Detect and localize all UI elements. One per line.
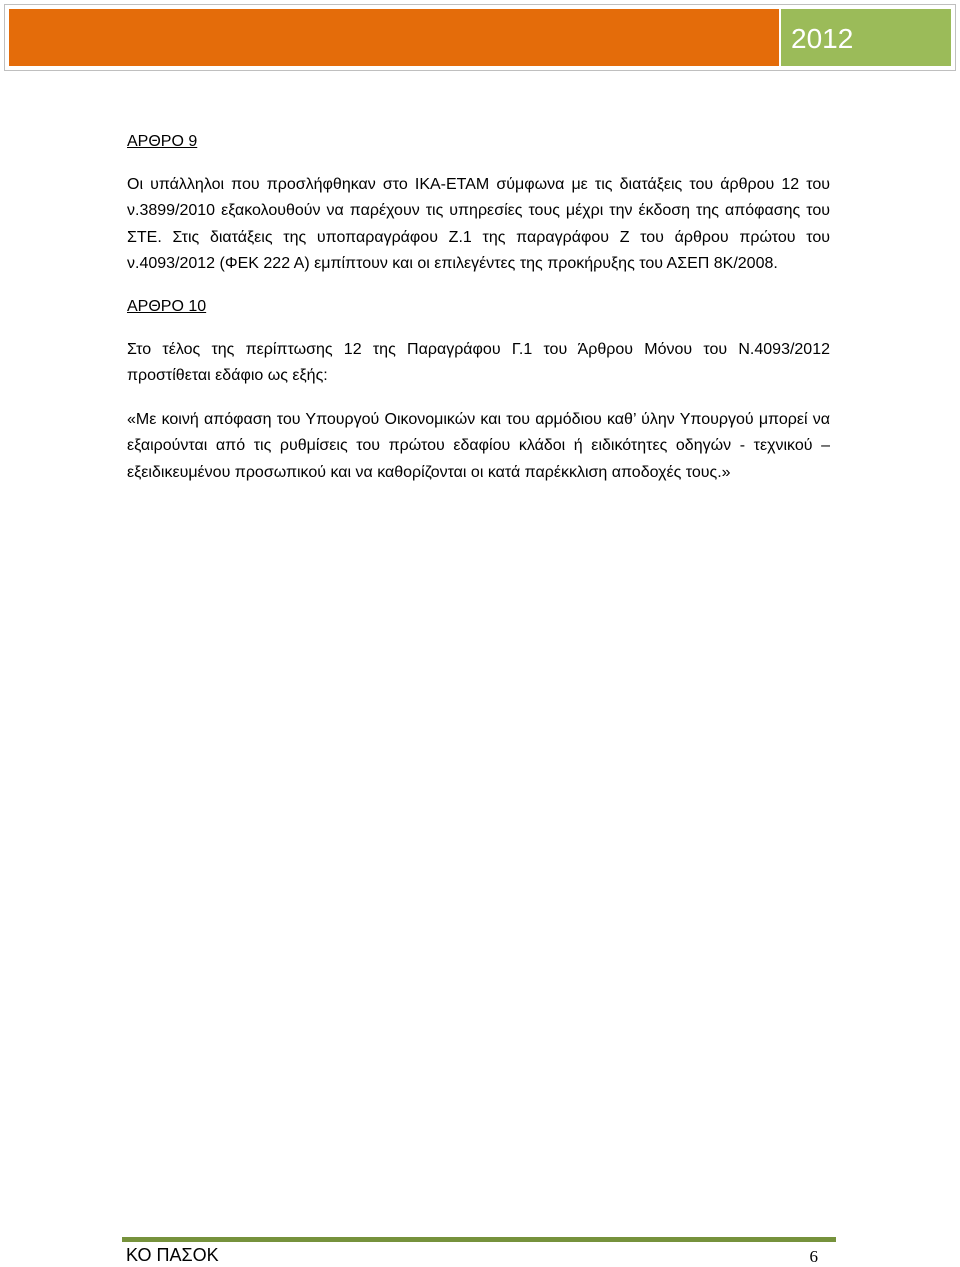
page-header [4, 4, 956, 71]
article-10-paragraph-2: «Με κοινή απόφαση του Υπουργού Οικονομικών και του αρμόδιου καθ’ ύλην Υπουργού μπορεί να εξαιρούνται από τις ρυθμίσεις του πρώτου εδαφίου κλάδοι ή ειδικότητες οδηγών - τεχνικού – εξειδικευμένου προσωπικού και να καθορίζονται οι κατά παρέκκλιση αποδοχές τους.» [127, 410, 830, 481]
document-body [127, 129, 830, 487]
header-orange-bar [9, 9, 779, 66]
article-9-paragraph: Οι υπάλληλοι που προσλήφθηκαν στο ΙΚΑ-ΕΤΑΜ σύμφωνα με τις διατάξεις του άρθρου 12 του ν.3899/2010 εξακολουθούν να παρέχουν τις υπηρεσίες τους μέχρι την έκδοση της απόφασης του ΣΤΕ. Στις διατάξεις της υποπαραγράφου Ζ.1 της παραγράφου Ζ του άρθρου πρώτου του ν.4093/2012 (ΦΕΚ 222 Α) εμπίπτουν και οι επιλεγέντες της προκήρυξης του ΑΣΕΠ 8Κ/2008. [127, 175, 830, 273]
header-year: 2012 [791, 22, 854, 54]
page-number: 6 [809, 1247, 818, 1266]
article-10-paragraph-1: Στο τέλος της περίπτωσης 12 της Παραγράφου Γ.1 του Άρθρου Μόνου του Ν.4093/2012 προστίθεται εδάφιο ως εξής: [127, 340, 830, 385]
header-year-box [781, 9, 951, 66]
article-10-heading: ΑΡΘΡΟ 10 [127, 297, 207, 315]
article-9-heading: ΑΡΘΡΟ 9 [127, 133, 198, 150]
footer-label: ΚΟ ΠΑΣΟΚ [126, 1245, 219, 1265]
footer-rule [122, 1237, 836, 1242]
